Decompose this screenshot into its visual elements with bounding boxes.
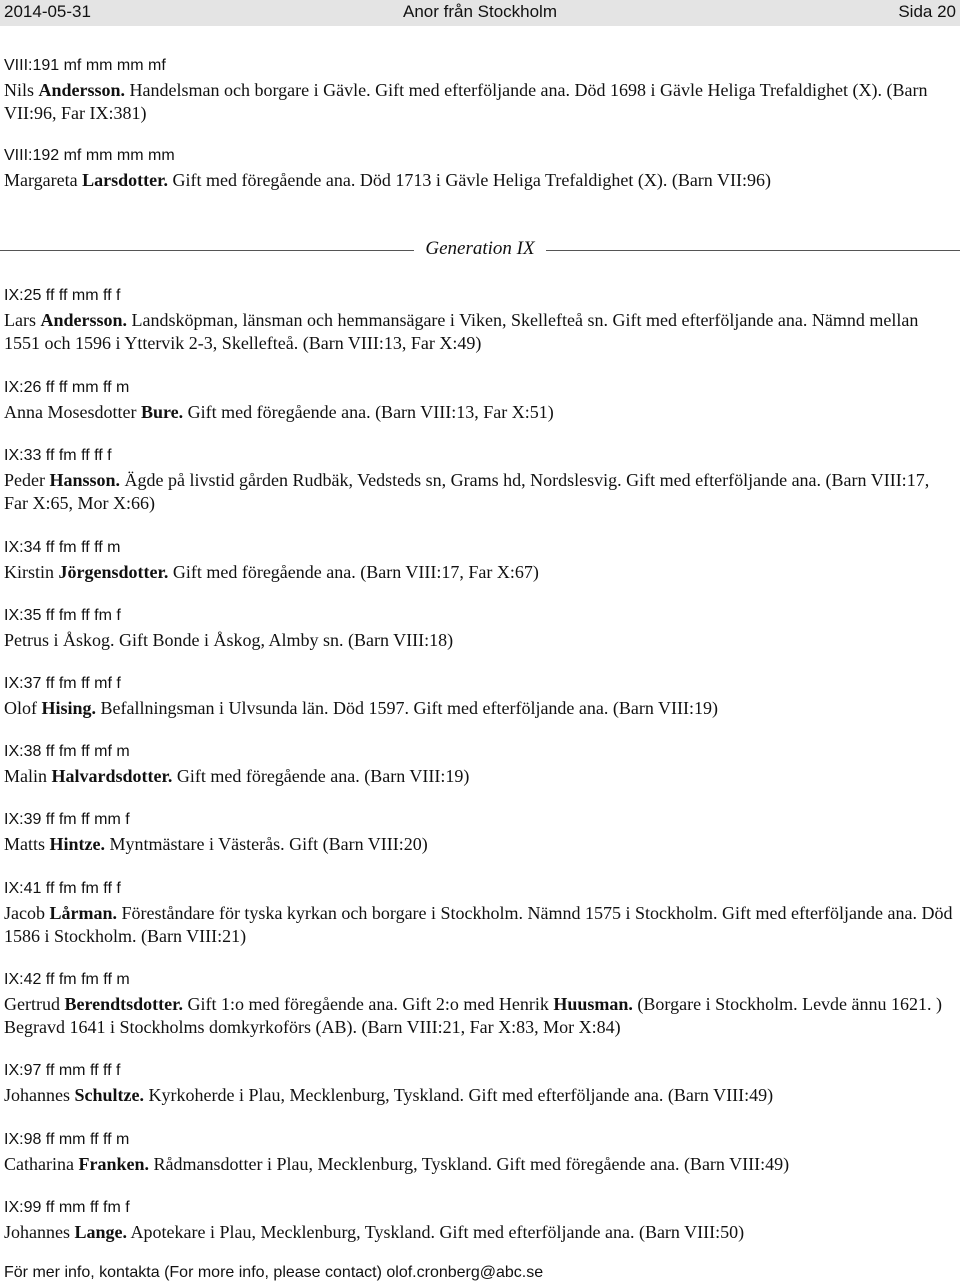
entry-code: VIII:191 mf mm mm mf [4,57,166,74]
entry-text-segment: Lars [4,310,41,330]
entry-text-segment: Malin [4,766,52,786]
entry-text [4,309,956,355]
entry-text-segment: Gift 1:o med föregående ana. Gift 2:o med Henrik [182,994,554,1014]
surname: Andersson. [38,80,126,100]
entry-text-segment: Nils [4,80,39,100]
header-date: 2014-05-31 [4,2,91,21]
entry-code: IX:35 ff fm ff fm f [4,607,121,624]
entry [4,810,956,856]
entry-text-segment: Petrus i Åskog. Gift Bonde i Åskog, Almby sn. (Barn VIII:18) [4,630,454,650]
entry-text-segment: Margareta [4,170,83,190]
surname: Larsdotter. [82,170,168,190]
entry-code: IX:33 ff fm ff ff f [4,447,112,464]
entry-text [4,629,956,652]
surname: Jörgensdotter. [58,562,169,582]
entry [4,146,956,192]
entry [4,879,956,948]
entry-text-segment: Handelsman och borgare i Gävle. Gift med efterföljande ana. Död 1698 i Gävle Heliga Trefaldighet (X). (Barn VII:96, Far IX:381) [4,80,928,123]
entry-text-segment: Myntmästare i Västerås. Gift (Barn VIII:20) [105,834,428,854]
entry-text-segment: Apotekare i Plau, Mecklenburg, Tyskland. Gift med efterföljande ana. (Barn VIII:50) [127,1222,745,1242]
entry-code: IX:26 ff ff mm ff m [4,379,130,396]
entry-text-segment: Rådmansdotter i Plau, Mecklenburg, Tyskland. Gift med föregående ana. (Barn VIII:49) [149,1154,790,1174]
entry [4,674,956,720]
surname: Franken. [78,1154,149,1174]
entry-text [4,993,956,1039]
entry-text-segment: Gift med föregående ana. (Barn VIII:13, Far X:51) [183,402,554,422]
entry [4,538,956,584]
entry-text [4,1153,956,1176]
surname: Lange. [74,1222,128,1242]
entry-text-segment: Johannes [4,1085,75,1105]
entry-text [4,765,956,788]
entry-text-segment: Johannes [4,1222,75,1242]
page-header [0,0,960,26]
entry-text [4,833,956,856]
entry-code: IX:99 ff mm ff fm f [4,1199,130,1216]
entry [4,1130,956,1176]
surname: Bure. [140,402,184,422]
entry-text-segment: Matts [4,834,50,854]
entry-text [4,169,956,192]
entry-text [4,79,956,125]
divider-line-right [546,250,960,251]
entry-code: VIII:192 mf mm mm mm [4,147,175,164]
entry-text-segment: Anna Mosesdotter [4,402,141,422]
entry-text [4,697,956,720]
entry-text [4,902,956,948]
entry-text-segment: (Borgare i Stockholm. Levde ännu 1621. ) Begravd 1641 i Stockholms domkyrkoförs (AB). (Barn VIII:21, Far X:83, Mor X:84) [4,994,943,1037]
surname: Huusman. [553,994,633,1014]
entry-text-segment: Kyrkoherde i Plau, Mecklenburg, Tyskland. Gift med efterföljande ana. (Barn VIII:49) [144,1085,774,1105]
entry-text-segment: Jacob [4,903,50,923]
surname: Lårman. [49,903,117,923]
header-page-number: Sida 20 [898,2,956,21]
generation-label: Generation IX [425,238,535,259]
entry-code: IX:37 ff fm ff mf f [4,675,121,692]
entry-text-segment: Catharina [4,1154,79,1174]
entry-text-segment: Gift med föregående ana. (Barn VIII:17, Far X:67) [168,562,539,582]
entry [4,446,956,515]
entry-text [4,1221,956,1244]
entry-text-segment: Gift med föregående ana. Död 1713 i Gävle Heliga Trefaldighet (X). (Barn VII:96) [167,170,771,190]
entry [4,378,956,424]
entry-code: IX:39 ff fm ff mm f [4,811,130,828]
surname: Hising. [41,698,97,718]
entry [4,56,956,125]
entry-text-segment: Gift med föregående ana. (Barn VIII:19) [172,766,470,786]
surname: Schultze. [74,1085,144,1105]
divider-line-left [0,250,414,251]
entry [4,970,956,1039]
entry-text-segment: Peder [4,470,50,490]
entry-text-segment: Föreståndare för tyska kyrkan och borgare i Stockholm. Nämnd 1575 i Stockholm. Gift med efterföljande ana. Död 1586 i Stockholm. (Barn VIII:21) [4,903,953,946]
header-title: Anor från Stockholm [402,2,557,21]
entry-text [4,561,956,584]
entry-text [4,401,956,424]
entry-text-segment: Ägde på livstid gården Rudbäk, Vedsteds sn, Grams hd, Nordslesvig. Gift med efterföljande ana. (Barn VIII:17, Far X:65, Mor X:66) [4,470,930,513]
entry-code: IX:98 ff mm ff ff m [4,1131,130,1148]
entry [4,286,956,355]
surname: Hintze. [49,834,106,854]
entry-text-segment: Olof [4,698,42,718]
entry-code: IX:42 ff fm fm ff m [4,971,130,988]
generation-divider [0,238,960,264]
entry-text [4,1084,956,1107]
surname: Berendtsdotter. [64,994,183,1014]
entry [4,1198,956,1244]
surname: Hansson. [49,470,121,490]
entry-text-segment: Kirstin [4,562,59,582]
page-footer: För mer info, kontakta (For more info, please contact) olof.cronberg@abc.se [4,1264,544,1281]
entry [4,1061,956,1107]
entry [4,606,956,652]
entry-code: IX:41 ff fm fm ff f [4,880,121,897]
entry-text-segment: Landsköpman, länsman och hemmansägare i Viken, Skellefteå sn. Gift med efterföljande ana. Nämnd mellan 1551 och 1596 i Yttervik 2-3, Skellefteå. (Barn VIII:13, Far X:49) [4,310,919,353]
entry [4,742,956,788]
entry-text-segment: Gertrud [4,994,65,1014]
entry-code: IX:97 ff mm ff ff f [4,1062,121,1079]
entry-text-segment: Befallningsman i Ulvsunda län. Död 1597. Gift med efterföljande ana. (Barn VIII:19) [96,698,719,718]
surname: Halvardsdotter. [51,766,173,786]
entry-code: IX:25 ff ff mm ff f [4,287,121,304]
entry-code: IX:38 ff fm ff mf m [4,743,130,760]
entry-text [4,469,956,515]
entry-code: IX:34 ff fm ff ff m [4,539,121,556]
surname: Andersson. [40,310,128,330]
